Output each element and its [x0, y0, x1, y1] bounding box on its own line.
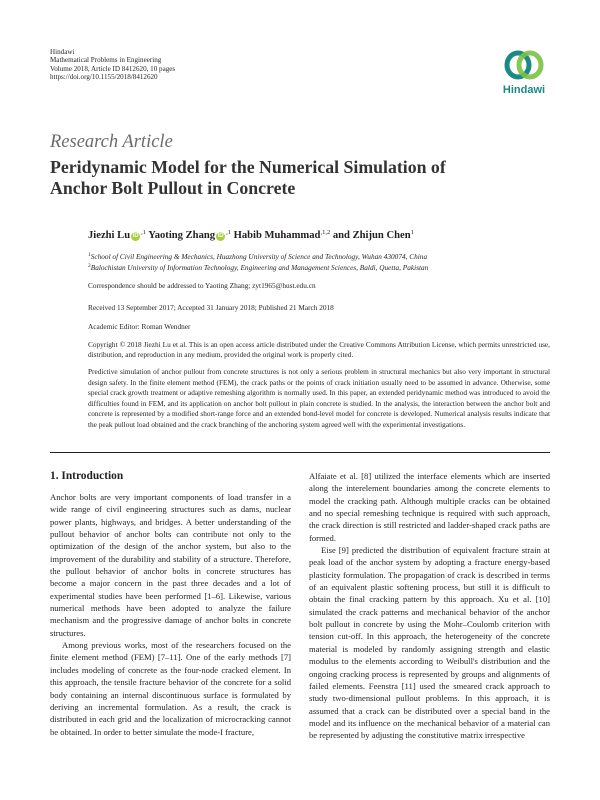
journal-name: Mathematical Problems in Engineering	[50, 56, 162, 65]
left-column	[50, 470, 291, 738]
hindawi-logo-icon	[503, 48, 545, 82]
title-line-2: Anchor Bolt Pullout in Concrete	[50, 178, 296, 198]
orcid-icon[interactable]: iD	[217, 233, 224, 239]
affiliation-text: School of Civil Engineering & Mechanics, Huazhong University of Science and Technology, Wuhan 430074, China	[90, 252, 428, 261]
affiliations	[88, 251, 550, 272]
author-name[interactable]: Habib Muhammad	[233, 230, 321, 241]
right-column	[309, 470, 550, 742]
affiliation-number: 2	[88, 262, 91, 269]
publisher-name: Hindawi	[50, 48, 75, 56]
affiliation-text: Balochistan University of Information Technology, Engineering and Management Sciences, Baldi, Quetta, Pakistan	[90, 262, 429, 272]
affiliation-item	[88, 251, 550, 262]
volume-info: Volume 2018, Article ID 8412620, 10 pages	[50, 64, 176, 73]
logo-text: Hindawi	[502, 84, 546, 96]
affiliation-number: 1	[88, 252, 91, 258]
affiliation-item	[88, 262, 550, 273]
section-divider	[50, 452, 550, 453]
abstract: Predictive simulation of anchor pullout from concrete structures is not only a serious problem in structural mechanics but also very important in structural design safety. In the finite element method (FEM), the crack paths or the points of crack initiation usually need to be assumed in advance. Otherwise, some special crack growth treatment or adaptive remeshing algorithm is normally used. In this paper, an extended peridynamic method was introduced to avoid the difficulties found in FEM, and its application on anchor bolt pullout in plain concrete is studied. In the analysis, the interaction between the anchor bolt and concrete is represented by a modified short-range force and an extended bond-level model for concrete is developed. Numerical analysis results indicate that the peak pullout load obtained and the crack branching of the anchoring system agreed well with the experimental investigations.	[88, 367, 550, 429]
author-affiliation-mark: 1	[410, 229, 414, 236]
author-name[interactable]: Yaoting Zhang	[148, 230, 216, 241]
author-separator: and	[332, 230, 350, 241]
copyright-notice: Copyright © 2018 Jiezhi Lu et al. This is an open access article distributed under the Creative Commons Attribution License, which permits unrestricted use, distribution, and reproduction in any medium, provided the original work is properly cited.	[88, 340, 550, 359]
journal-header	[50, 48, 175, 82]
section-heading-introduction: 1. Introduction	[50, 470, 124, 482]
hindawi-logo	[496, 48, 552, 96]
author-list	[88, 229, 414, 241]
author-name[interactable]: Jiezhi Lu	[88, 230, 131, 241]
article-type: Research Article	[50, 132, 173, 152]
paper-title	[50, 157, 550, 199]
correspondence: Correspondence should be addressed to Yaoting Zhang; zyt1965@hust.edu.cn	[88, 281, 316, 290]
orcid-icon[interactable]: iD	[132, 233, 139, 239]
doi-link[interactable]: https://doi.org/10.1155/2018/8412620	[50, 73, 158, 82]
author-affiliation-mark: 1,2	[322, 229, 331, 236]
author-affiliation-mark: ,	[320, 229, 323, 236]
author-affiliation-mark: 1	[227, 229, 231, 236]
paragraph: Alfaiate et al. [8] utilized the interface elements which are inserted along the interelement boundaries among the concrete elements to model the cracking path. Although multiple cracks can be obtained and no special remeshing technique is required with such approach, the crack direction is still restricted and ladder-shaped crack paths are formed.	[309, 471, 550, 543]
academic-editor: Academic Editor: Roman Wendner	[88, 322, 191, 331]
paragraph: Eise [9] predicted the distribution of equivalent fracture strain at peak load of the anchor system by adopting a fracture energy-based plasticity formulation. The propagation of crack is described in terms of an equivalent plastic softening process, but still it is difficult to obtain the final cracking pattern by this approach. Xu et al. [10] simulated the crack patterns and mechanical behavior of the anchor bolt pullout in concrete by using the Mohr–Coulomb criterion with tension cut-off. In this approach, the heterogeneity of the concrete material is modeled by randomly assigning strength and elastic modulus to the elements according to Weibull's distribution and the ongoing cracking process is represented by groups and alignments of failed elements. Feenstra [11] used the smeared crack approach to study two-dimensional pullout problems. In this approach, it is assumed that a crack can be distributed over a special band in the model and its influence on the mechanical behavior of a material can be represented by adjusting the constitutive matrix irrespective	[309, 545, 550, 741]
paragraph: Anchor bolts are very important components of load transfer in a wide range of civil engineering structures such as dams, nuclear power plants, highways, and bridges. A better understanding of the pullout behavior of anchor bolts can contribute not only to the optimization of the design of the anchor system, but also to the improvement of the durability and stability of a structure. Therefore, the pullout behavior of anchor bolts in concrete structures has become a major concern in the past three decades and a lot of experimental studies have been performed [1–6]. Likewise, various numerical methods have been adopted to analyze the failure mechanism and the progressive damage of anchor bolts in concrete structures.	[50, 492, 291, 638]
author-affiliation-mark: ,	[226, 229, 228, 236]
publication-dates: Received 13 September 2017; Accepted 31 January 2018; Published 21 March 2018	[88, 303, 334, 312]
title-line-1: Peridynamic Model for the Numerical Simulation of	[50, 157, 446, 177]
author-affiliation-mark: 1	[142, 229, 146, 236]
paragraph: Among previous works, most of the researchers focused on the finite element method (FEM) [7–11]. One of the early methods [7] includes modeling of concrete as the four-node cracked element. In this approach, the tensile fracture behavior of the concrete for a solid body containing an internal discontinuous surface is formulated by deriving an incremental formulation. As a result, the crack is distributed in each grid and the localization of microcracking cannot be obtained. In order to better simulate the mode-I fracture,	[50, 640, 291, 737]
author-name[interactable]: Zhijun Chen	[352, 230, 411, 241]
author-affiliation-mark: ,	[141, 229, 143, 236]
